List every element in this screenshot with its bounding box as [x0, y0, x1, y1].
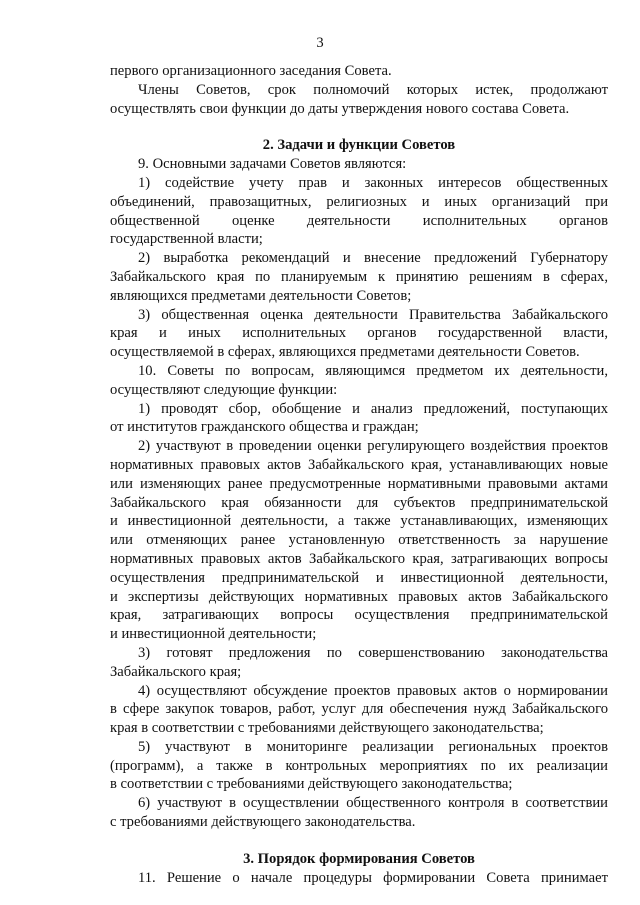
text-line: (программ), а также в контрольных мероприятиях по их реализации	[110, 757, 608, 774]
text-line: нормативных правовых актов Забайкальского края, устанавливающих новые	[110, 456, 608, 473]
text-line: от институтов гражданского общества и граждан;	[110, 419, 419, 436]
text-line: осуществляемой в сферах, являющихся предметами деятельности Советов.	[110, 344, 580, 361]
text-line: 2) участвуют в проведении оценки регулирующего воздействия проектов	[138, 438, 608, 455]
page-number: 3	[316, 35, 324, 51]
text-line: 3) готовят предложения по совершенствованию законодательства	[138, 644, 608, 661]
document-body	[110, 62, 608, 887]
text-line: первого организационного заседания Совета.	[110, 63, 392, 79]
text-line: с требованиями действующего законодательства.	[110, 814, 416, 831]
text-line: или отменяющих ранее установленную ответственность за нарушение	[110, 532, 608, 549]
text-line: 6) участвуют в осуществлении общественного контроля в соответствии	[138, 795, 608, 812]
text-line: 1) проводят сбор, обобщение и анализ предложений, поступающих	[138, 400, 608, 417]
text-line: объединений, правозащитных, религиозных и иных организаций при	[110, 193, 608, 210]
text-line: являющихся предметами деятельности Советов;	[110, 287, 412, 304]
text-line: края в соответствии с требованиями действующего законодательства;	[110, 720, 544, 737]
text-line: и инвестиционной деятельности, а также устанавливающих, изменяющих	[110, 513, 608, 530]
text-line: или изменяющих ранее предусмотренные нормативными правовыми актами	[110, 475, 608, 492]
text-line: 3) общественная оценка деятельности Правительства Забайкальского	[138, 306, 608, 323]
text-line: Забайкальского края;	[110, 663, 242, 680]
text-line: 9. Основными задачами Советов являются:	[138, 156, 407, 173]
text-line: осуществляют следующие функции:	[110, 381, 338, 398]
text-line: 4) осуществляют обсуждение проектов правовых актов о нормировании	[138, 682, 608, 699]
section-heading: 3. Порядок формирования Советов	[243, 850, 475, 867]
section-heading: 2. Задачи и функции Советов	[262, 137, 456, 154]
text-line: 1) содействие учету прав и законных интересов общественных	[138, 174, 608, 191]
text-line: государственной власти;	[110, 231, 263, 248]
text-line: в сфере закупок товаров, работ, услуг для обеспечения нужд Забайкальского	[110, 701, 608, 718]
text-line: осуществления предпринимательской и инвестиционной деятельности,	[110, 569, 608, 586]
text-line: 10. Советы по вопросам, являющимся предметом их деятельности,	[138, 362, 608, 379]
text-line: края, затрагивающих вопросы осуществления предпринимательской	[110, 607, 608, 624]
text-line: общественной оценке деятельности исполнительных органов	[110, 212, 608, 229]
text-line: 5) участвуют в мониторинге реализации региональных проектов	[138, 738, 608, 755]
text-line: Забайкальского края по планируемым к принятию решениям в сферах,	[110, 268, 608, 285]
text-line: 11. Решение о начале процедуры формировании Совета принимает	[138, 869, 608, 886]
text-line: осуществлять свои функции до даты утверждения нового состава Совета.	[110, 100, 570, 117]
text-line: Забайкальского края обязанности для субъектов предпринимательской	[110, 494, 608, 511]
text-line: 2) выработка рекомендаций и внесение предложений Губернатору	[138, 250, 608, 267]
text-line: края и иных исполнительных органов государственной власти,	[110, 325, 608, 342]
text-line: и экспертизы действующих нормативных правовых актов Забайкальского	[110, 588, 608, 605]
text-line: и инвестиционной деятельности;	[110, 626, 317, 643]
text-line: Члены Советов, срок полномочий которых истек, продолжают	[138, 81, 608, 98]
text-line: нормативных правовых актов Забайкальского края, затрагивающих вопросы	[110, 550, 608, 567]
text-line: в соответствии с требованиями действующего законодательства;	[110, 776, 513, 793]
